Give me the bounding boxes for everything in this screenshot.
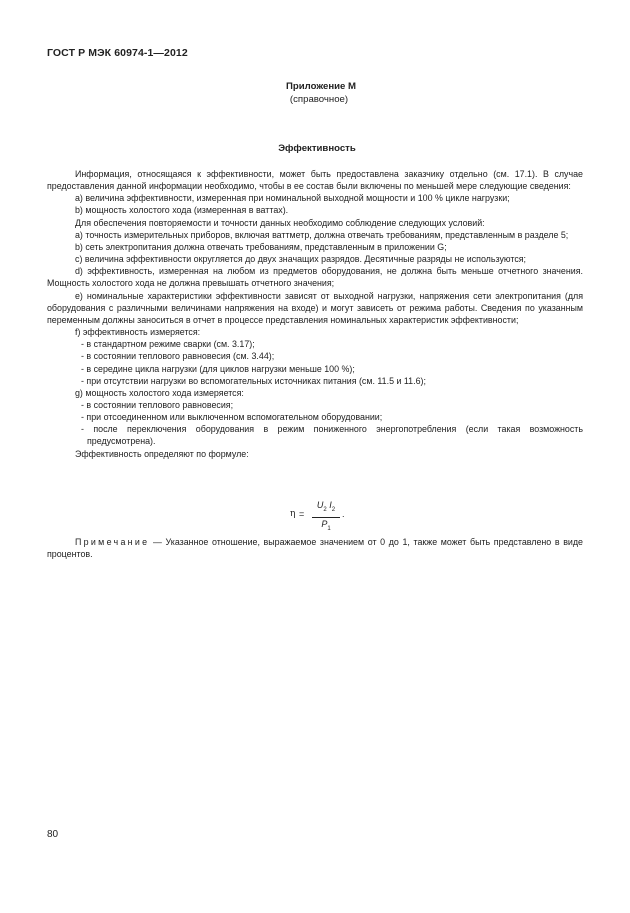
formula-denominator: $P_1$ (321, 518, 331, 532)
paragraph: a) точность измерительных приборов, включая ваттметр, должна отвечать требованиям, представленным в разделе 5; (75, 229, 569, 240)
paragraph: Для обеспечения повторяемости и точности данных необходимо соблюдение следующих условий: (75, 217, 485, 228)
paragraph: f) эффективность измеряется: (75, 327, 201, 338)
formula-period: . (342, 509, 345, 519)
paragraph: b) мощность холостого хода (измеренная в ваттах). (75, 205, 289, 216)
paragraph: c) величина эффективности округляется до двух значащих разрядов. Десятичные разряды не используются; (75, 254, 527, 265)
list-item: - после переключения оборудования в режим пониженного энергопотребления (если такая возможность предусмотрена). (81, 424, 583, 447)
formula-eta: η (290, 509, 296, 519)
section-title: Эффективность (278, 143, 356, 154)
list-item: - при отсутствии нагрузки во вспомогательных источниках питания (см. 11.5 и 11.6); (81, 375, 426, 386)
formula-fraction (312, 500, 340, 535)
paragraph: g) мощность холостого хода измеряется: (75, 387, 244, 398)
paragraph: e) номинальные характеристики эффективности зависят от выходной нагрузки, напряжения сети электропитания (для оборудования с различными величинами напряжения на входе) и могут зависеть от режима работы. Сведения по указанным переменным должны заноситься в отчет в процессе представления номинальных характеристик эффективности; (47, 290, 583, 325)
page-number: 80 (47, 829, 59, 840)
paragraph: b) сеть электропитания должна отвечать требованиям, представленным в приложении G; (75, 241, 447, 252)
standard-header: ГОСТ Р МЭК 60974-1—2012 (47, 47, 188, 59)
appendix-heading (0, 81, 630, 106)
note-label: Примечание (75, 537, 150, 547)
paragraph: Эффективность определяют по формуле: (75, 448, 249, 459)
paragraph: Информация, относящаяся к эффективности, может быть предоставлена заказчику отдельно (см. 17.1). В случае предоставления данной информации необходимо, чтобы в ее состав были включены по меньшей мере следующие сведения: (47, 169, 583, 192)
formula-equals: = (299, 509, 305, 519)
appendix-subtitle: (справочное) (289, 93, 349, 105)
list-item: - в середине цикла нагрузки (для циклов нагрузки меньше 100 %); (81, 363, 355, 374)
list-item: - в состоянии теплового равновесия; (81, 399, 234, 410)
list-item: - при отсоединенном или выключенном вспомогательном оборудовании; (81, 412, 383, 423)
formula-numerator: $U_2$ $I_2$ (316, 500, 336, 513)
fraction-line (312, 517, 340, 518)
document-body (47, 168, 583, 460)
note-text: — Указанное отношение, выражаемое значением от 0 до 1, также может быть представлено в виде процентов. (47, 537, 583, 560)
list-item: - в состоянии теплового равновесия (см. 3.44); (81, 351, 275, 362)
paragraph: d) эффективность, измеренная на любом из предметов оборудования, не должна быть меньше отчетного значения. Мощность холостого хода не должна превышать отчетного значения; (47, 266, 583, 289)
efficiency-formula (290, 500, 380, 532)
list-item: - в стандартном режиме сварки (см. 3.17); (81, 339, 255, 350)
appendix-title: Приложение М (285, 81, 357, 92)
paragraph: a) величина эффективности, измеренная при номинальной выходной мощности и 100 % цикле нагрузки; (75, 193, 510, 204)
note (47, 536, 583, 560)
